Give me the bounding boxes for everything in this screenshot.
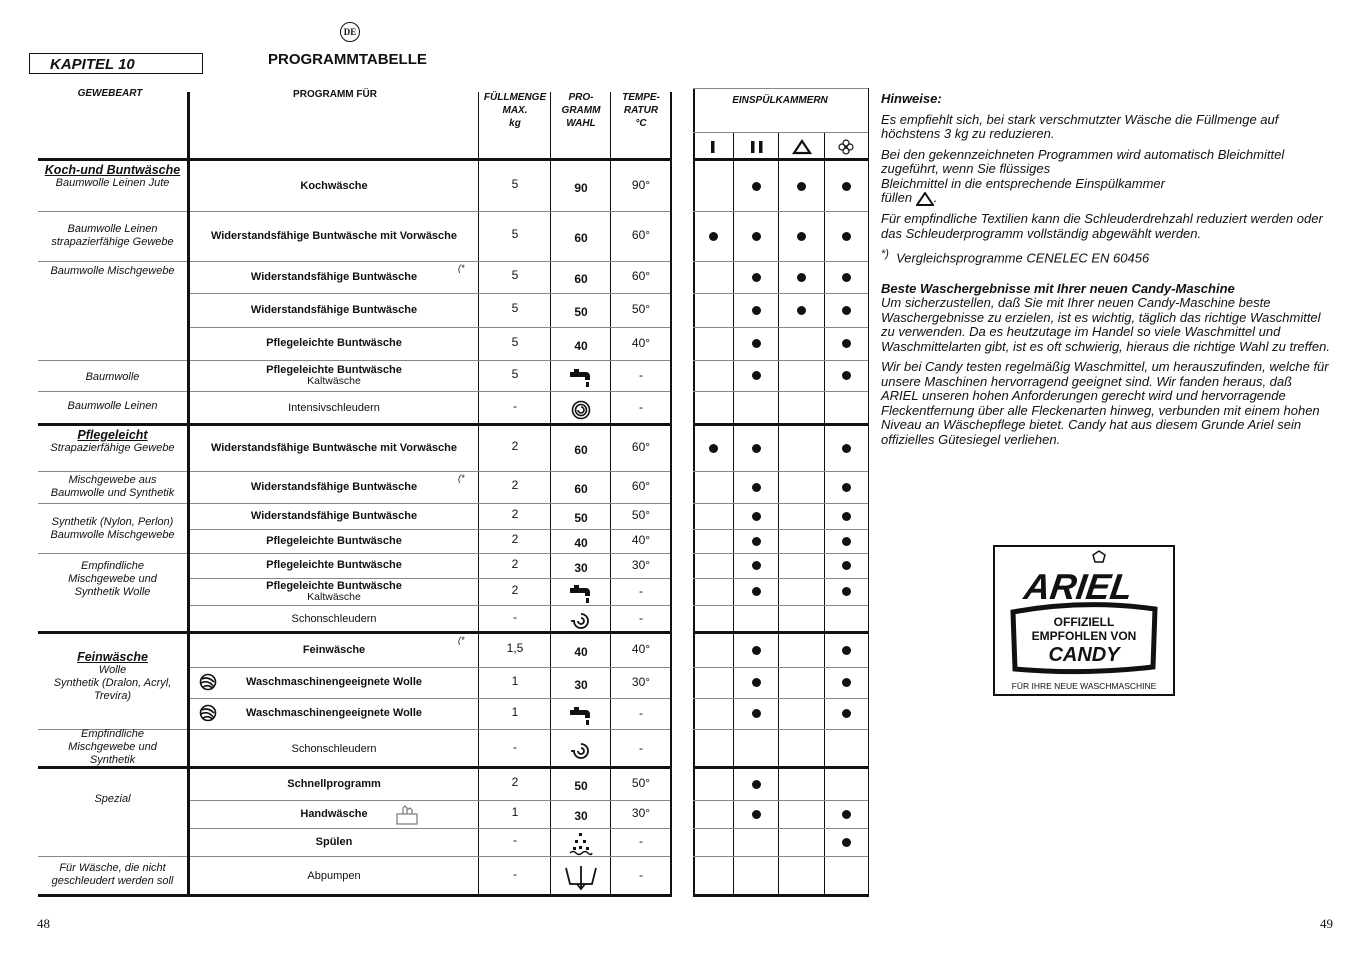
header-temperatur: TEMPE- RATUR °C [622, 92, 660, 129]
table-hline [693, 553, 868, 554]
fuellmenge-value: 1 [511, 673, 519, 688]
notes-section [881, 92, 1331, 453]
programmwahl-value: 50 [574, 779, 588, 793]
chamber-dot [752, 810, 761, 819]
note-schleudern: Für empfindliche Textilien kann die Schleuderdrehzahl reduziert werden oder das Schleuderprogramm vollständig abgewählt werden. [881, 211, 1323, 241]
table-hline [693, 471, 868, 472]
table-hline [693, 856, 868, 857]
spin-gentle-icon [551, 733, 611, 768]
program-label: Pflegeleichte Buntwäsche [266, 534, 402, 547]
chamber-dot [752, 512, 761, 521]
flower-icon [824, 134, 868, 160]
wool-icon [199, 704, 217, 727]
chamber-dot [752, 232, 761, 241]
program-label: Widerstandsfähige Buntwäsche [250, 270, 418, 283]
table-hline [190, 471, 670, 472]
fuellmenge-value: 5 [511, 227, 519, 241]
chamber-dot [752, 273, 761, 282]
program-name [190, 213, 478, 259]
programmwahl-value: 60 [574, 443, 588, 457]
table-hline [190, 391, 670, 392]
table-hline [693, 261, 868, 262]
program-label: Schonschleudern [291, 613, 377, 625]
table-hline [190, 261, 670, 262]
table-hline [190, 828, 670, 829]
program-name [190, 802, 478, 826]
fabric-group [38, 163, 187, 190]
temperatur-value: - [639, 740, 643, 755]
chamber-dot [752, 371, 761, 380]
program-label: Pflegeleichte Buntwäsche [266, 579, 402, 592]
cenelec-mark: (* [458, 473, 465, 483]
chamber-dot [842, 483, 851, 492]
fabric-label: Spezial [94, 792, 131, 805]
programmwahl-value: 50 [574, 305, 588, 319]
chamber-2-label [734, 134, 779, 160]
triangle-icon [779, 134, 824, 160]
fuellmenge-value: - [513, 739, 517, 754]
chamber-dot [842, 273, 851, 282]
fuellmenge-value: 5 [511, 268, 519, 282]
table-hline [693, 605, 868, 606]
fuellmenge-value: - [513, 610, 517, 624]
chamber-dot [842, 838, 851, 847]
svg-text:CANDY: CANDY [1048, 644, 1120, 666]
note-candy-2: Wir bei Candy testen regelmäßig Waschmittel, um herauszufinden, welche für unsere Maschinen hervorragend geeignet sind. Wir fanden heraus, daß ARIEL unseren hohen Anforderungen gerecht wird und hervorragende Fleckentfernung über alle Fleckenarten hinweg, verbunden mit einem hohen Niveau an Wäschepflege bietet. Candy hat aus diesem Grunde Ariel sein offizielles Gütesiegel verliehen. [881, 359, 1329, 447]
fuellmenge-value: 1 [511, 704, 519, 719]
table-hline [190, 293, 670, 294]
program-label: Abpumpen [307, 870, 361, 882]
programmwahl-value: 40 [574, 338, 588, 353]
temperatur-value: - [639, 400, 643, 414]
fuellmenge-value: 2 [511, 478, 519, 492]
table-hline [190, 529, 670, 530]
temperatur-value: 50° [631, 302, 651, 316]
note-cenelec: *) Vergleichsprogramme CENELEC EN 60456 [881, 248, 1150, 266]
program-label: Waschmaschinengeeignete Wolle [245, 707, 423, 719]
page-number-left: 48 [37, 916, 50, 931]
table-hline [693, 578, 868, 579]
page-title: PROGRAMMTABELLE [268, 51, 427, 68]
wool-icon [199, 673, 217, 696]
program-name [190, 295, 478, 325]
table-hline [38, 503, 187, 504]
temperatur-value: - [639, 834, 643, 848]
temperatur-value: 50° [631, 508, 651, 522]
fuellmenge-value: 5 [511, 301, 519, 315]
program-label: Handwäsche [300, 807, 368, 820]
temperatur-value: 60° [631, 440, 651, 454]
fabric-label: Empfindliche Mischgewebe und Synthetik Wolle [68, 559, 157, 598]
chapter-label: KAPITEL 10 [29, 53, 203, 74]
table-hline [693, 211, 868, 212]
table-hline [190, 578, 670, 579]
chamber-dot [752, 678, 761, 687]
chamber-1-label [693, 134, 733, 160]
table-vline [778, 133, 779, 897]
chamber-dot [842, 646, 851, 655]
fuellmenge-value: - [513, 399, 517, 413]
table-hline [693, 503, 868, 504]
header-programm: PROGRAMM FÜR [293, 89, 377, 100]
program-name [190, 163, 478, 209]
table-hline [693, 729, 868, 730]
programmwahl-value: 30 [574, 677, 588, 692]
program-name [190, 635, 478, 665]
table-hline [190, 698, 670, 699]
header-einspuelkammern: EINSPÜLKAMMERN [732, 95, 828, 106]
fuellmenge-value: 5 [511, 334, 519, 349]
fuellmenge-value: 2 [511, 532, 519, 546]
programmwahl-value: 30 [574, 809, 588, 823]
fuellmenge-value: 2 [511, 582, 519, 597]
fabric-label: Empfindliche Mischgewebe und Synthetik [68, 728, 157, 766]
chamber-dot [797, 273, 806, 282]
table-hline [693, 631, 868, 634]
program-name [190, 555, 478, 576]
table-hline [190, 856, 670, 857]
program-name [190, 700, 478, 727]
table-hline [190, 667, 670, 668]
program-name [190, 669, 478, 696]
chamber-dot [842, 306, 851, 315]
page-number-right: 49 [1320, 916, 1333, 931]
program-sublabel: Kaltwäsche [307, 590, 361, 603]
temperatur-value: 60° [631, 479, 651, 493]
fuellmenge-value: 5 [511, 366, 519, 381]
program-label: Widerstandsfähige Buntwäsche mit Vorwäsche [210, 229, 458, 242]
fabric-group [38, 650, 187, 703]
program-name [190, 393, 478, 423]
table-hline [190, 553, 670, 554]
table-hline [693, 327, 868, 328]
program-label: Widerstandsfähige Buntwäsche mit Vorwäsche [210, 441, 458, 454]
program-name [190, 362, 478, 389]
fabric-group-subtitle: Strapazierfähige Gewebe [50, 442, 175, 454]
programmwahl-value: 30 [574, 560, 588, 575]
program-label: Pflegeleichte Buntwäsche [266, 559, 402, 571]
fuellmenge-value: 5 [511, 177, 519, 191]
tap-icon [551, 582, 611, 605]
ariel-caption: FÜR IHRE NEUE WASCHMASCHINE [1011, 681, 1157, 691]
table-hline [693, 766, 868, 769]
programmwahl-value: 90 [574, 181, 588, 195]
handwash-icon [395, 804, 419, 831]
header-fuellmenge: FÜLLMENGE MAX. kg [483, 92, 547, 129]
fabric-label: Baumwolle Leinen strapazierfähige Gewebe [51, 223, 174, 248]
notes-heading: Hinweise: [881, 91, 942, 106]
fabric-group-subtitle: Baumwolle Leinen Jute [55, 177, 170, 189]
program-name [190, 263, 478, 291]
fuellmenge-value: 2 [511, 507, 519, 521]
spin-gentle-icon [551, 609, 611, 633]
drain-icon [551, 860, 611, 896]
table-hline [693, 293, 868, 294]
chamber-dot [752, 339, 761, 348]
temperatur-value: - [639, 868, 643, 882]
programmwahl-value: 60 [574, 482, 588, 496]
fabric-label: Baumwolle [85, 370, 140, 383]
note-fuellmenge: Es empfiehlt sich, bei stark verschmutzter Wäsche die Füllmenge auf höchstens 3 kg zu reduzieren. [881, 111, 1279, 141]
chamber-dot [842, 810, 851, 819]
fuellmenge-value: - [513, 833, 517, 847]
temperatur-value: - [639, 611, 643, 625]
program-label: Schonschleudern [291, 742, 377, 755]
program-name [190, 731, 478, 766]
temperatur-value: 30° [631, 806, 651, 820]
programmwahl-value: 50 [574, 511, 588, 525]
table-hline [190, 729, 670, 730]
chamber-dot [797, 182, 806, 191]
triangle-icon [916, 192, 934, 206]
chamber-dot [842, 537, 851, 546]
header-gewebeart: GEWEBEART [77, 88, 143, 99]
chamber-dot [797, 232, 806, 241]
svg-text:EMPFOHLEN VON: EMPFOHLEN VON [1031, 629, 1137, 643]
chamber-dot [752, 483, 761, 492]
table-hline [190, 503, 670, 504]
chamber-dot [842, 371, 851, 380]
program-name [190, 607, 478, 631]
fabric-label: Baumwolle Leinen [67, 400, 158, 412]
program-name [190, 830, 478, 854]
table-hline [693, 667, 868, 668]
chamber-dot [842, 339, 851, 348]
program-label: Widerstandsfähige Buntwäsche [250, 480, 418, 493]
fuellmenge-value: 1 [511, 805, 519, 819]
temperatur-value: 60° [631, 269, 651, 283]
chamber-dot [842, 678, 851, 687]
chamber-dot [842, 444, 851, 453]
table-hline [190, 327, 670, 328]
program-label: Widerstandsfähige Buntwäsche [250, 303, 418, 316]
temperatur-value: - [639, 367, 643, 382]
table-hline [693, 158, 868, 161]
programmwahl-value: 40 [574, 536, 588, 550]
program-name [190, 473, 478, 501]
program-name [190, 427, 478, 469]
table-hline [190, 800, 670, 801]
program-label: Widerstandsfähige Buntwäsche [250, 509, 418, 522]
fabric-group-title: Pflegeleicht [77, 428, 148, 442]
table-hline [693, 360, 868, 361]
fabric-label: Baumwolle Mischgewebe [50, 265, 175, 277]
program-sublabel: Kaltwäsche [307, 374, 361, 387]
programmwahl-value: 60 [574, 272, 588, 286]
chamber-dot [752, 587, 761, 596]
table-vline [693, 88, 695, 897]
tap-icon [551, 364, 611, 391]
chamber-dot [752, 646, 761, 655]
table-vline [868, 88, 869, 897]
chamber-dot [752, 444, 761, 453]
programmwahl-value: 40 [574, 645, 588, 659]
temperatur-value: 50° [631, 776, 651, 790]
chamber-dot [842, 512, 851, 521]
note-bleichmittel: Bei den gekennzeichneten Programmen wird automatisch Bleichmittel zugeführt, wenn Sie flüssiges Bleichmittel in die entsprechende Einspülkammer füllen . [881, 146, 1285, 205]
program-label: Kochwäsche [300, 179, 368, 192]
program-label: Waschmaschinengeeignete Wolle [245, 676, 423, 688]
chamber-dot [752, 537, 761, 546]
chamber-dot [842, 709, 851, 718]
fabric-group-title: Feinwäsche [77, 650, 148, 664]
program-name [190, 329, 478, 358]
temperatur-value: - [639, 705, 643, 720]
fabric-label: Synthetik (Nylon, Perlon) Baumwolle Mischgewebe [50, 516, 175, 541]
program-label: Pflegeleichte Buntwäsche [266, 337, 402, 349]
fabric-group-title: Koch-und Buntwäsche [44, 163, 181, 177]
program-label: Schnellprogramm [287, 777, 381, 790]
table-hline [693, 88, 868, 89]
language-badge: DE [340, 22, 360, 42]
chamber-dot [752, 306, 761, 315]
program-label: Intensivschleudern [288, 402, 380, 414]
temperatur-value: - [639, 583, 643, 598]
chamber-dot [797, 306, 806, 315]
rinse-icon [551, 832, 611, 856]
table-hline [190, 605, 670, 606]
programmwahl-value: 60 [574, 231, 588, 245]
chamber-dot [752, 561, 761, 570]
temperatur-value: 60° [631, 228, 651, 242]
temperatur-value: 40° [631, 335, 651, 350]
cenelec-mark: (* [458, 635, 465, 645]
program-name [190, 858, 478, 894]
chamber-dot [842, 182, 851, 191]
temperatur-value: 40° [631, 533, 651, 547]
chamber-dot [842, 561, 851, 570]
program-label: Pflegeleichte Buntwäsche [266, 363, 402, 376]
table-vline [824, 133, 825, 897]
table-hline [693, 423, 868, 426]
chamber-dot [709, 444, 718, 453]
fabric-label: Für Wäsche, die nicht geschleudert werden soll [51, 862, 174, 887]
note-candy-1: Um sicherzustellen, daß Sie mit Ihrer neuen Candy-Maschine beste Waschergebnisse zu erzielen, ist es wichtig, täglich das richtige Waschmittel zu verwenden. Da es heutzutage im Handel so viele Waschmittel und Waschmittelarten gibt, ist es oft schwierig, hieraus die richtige Wahl zu treffen. [881, 295, 1330, 354]
table-vline [478, 92, 479, 897]
chamber-dot [842, 587, 851, 596]
program-label: Feinwäsche [302, 643, 366, 656]
ariel-brand: ARIEL [1021, 566, 1136, 607]
header-programmwahl: PRO- GRAMM WAHL [561, 92, 601, 129]
fuellmenge-value: 2 [511, 439, 519, 453]
table-hline [38, 360, 187, 361]
fuellmenge-value: 2 [511, 775, 519, 789]
fabric-group [38, 428, 187, 455]
temperatur-value: 30° [631, 674, 651, 689]
table-hline [693, 698, 868, 699]
temperatur-value: 40° [631, 642, 651, 656]
chamber-dot [752, 709, 761, 718]
table-hline [190, 360, 670, 361]
temperatur-value: 30° [631, 557, 651, 572]
svg-text:OFFIZIELL: OFFIZIELL [1053, 615, 1115, 629]
ariel-logo [993, 545, 1175, 696]
table-hline [693, 828, 868, 829]
program-label: Spülen [315, 835, 353, 848]
chamber-dot [709, 232, 718, 241]
table-hline [693, 894, 868, 897]
fabric-label: Mischgewebe aus Baumwolle und Synthetik [50, 474, 175, 499]
table-hline [38, 158, 670, 161]
note-heading-candy: Beste Waschergebnisse mit Ihrer neuen Candy-Maschine [881, 280, 1235, 296]
program-name [190, 505, 478, 527]
cenelec-mark: (* [458, 263, 465, 273]
chamber-dot [752, 780, 761, 789]
spin-intensive-icon [551, 395, 611, 425]
program-name [190, 580, 478, 603]
chamber-dot [752, 182, 761, 191]
table-hline [693, 529, 868, 530]
temperatur-value: 90° [631, 178, 651, 192]
fuellmenge-value: - [513, 867, 517, 881]
fabric-group-subtitle: Wolle Synthetik (Dralon, Acryl, Trevira) [53, 664, 172, 702]
chamber-dot [842, 232, 851, 241]
table-hline [190, 211, 670, 212]
table-hline [693, 132, 868, 133]
table-vline [733, 133, 734, 897]
table-hline [38, 261, 187, 262]
table-hline [693, 391, 868, 392]
tap-icon [551, 702, 611, 729]
fuellmenge-value: 2 [511, 556, 519, 571]
fuellmenge-value: 1,5 [506, 641, 524, 655]
program-name [190, 531, 478, 551]
program-name [190, 770, 478, 798]
table-hline [693, 800, 868, 801]
